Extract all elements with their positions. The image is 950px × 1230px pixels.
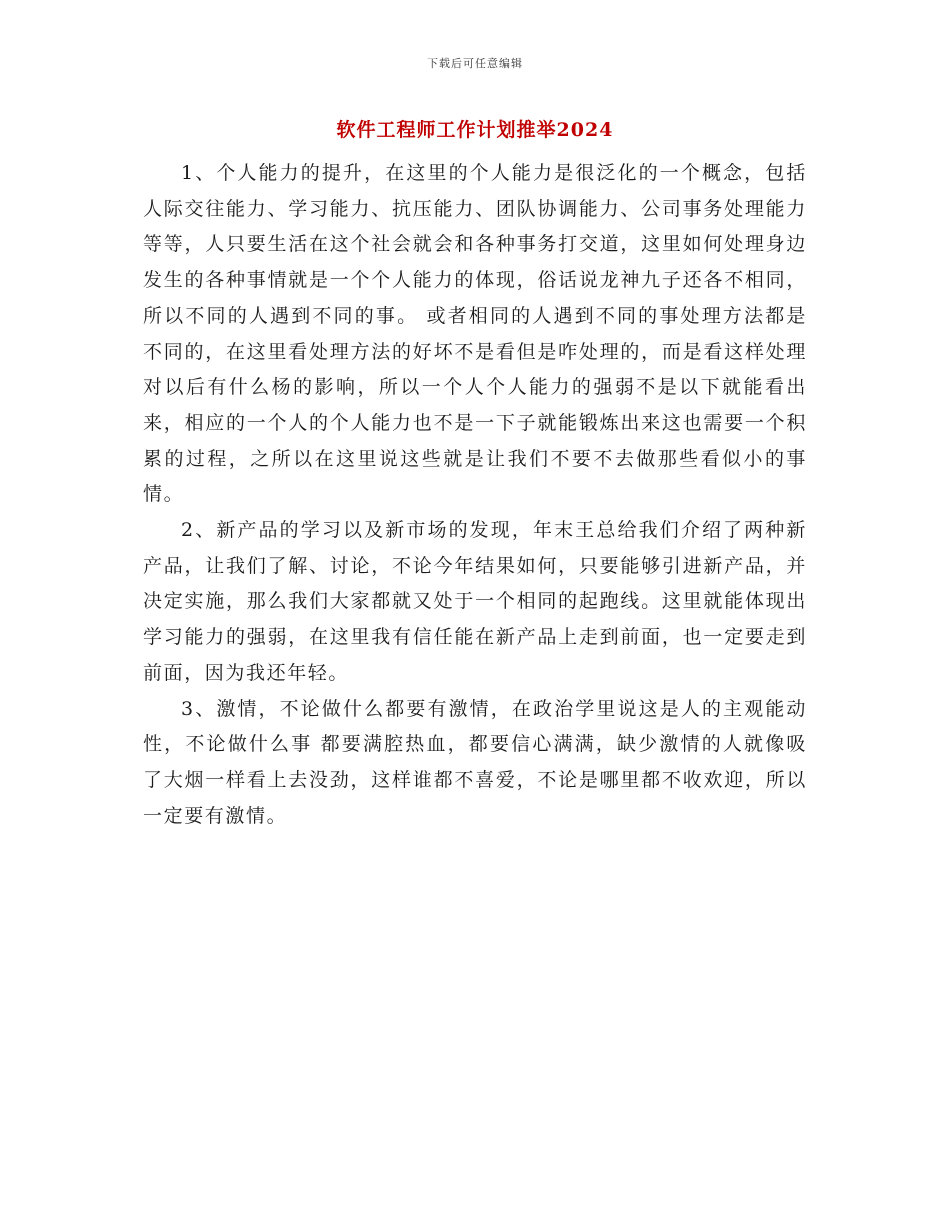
document-body	[143, 156, 807, 834]
document-title: 软件工程师工作计划推举2024	[336, 119, 614, 141]
paragraph-1: 1、个人能力的提升，在这里的个人能力是很泛化的一个概念，包括人际交往能力、学习能力、抗压能力、团队协调能力、公司事务处理能力等等，人只要生活在这个社会就会和各种事务打交道，这里如何处理身边发生的各种事情就是一个个人能力的体现，俗话说龙神九子还各不相同，所以不同的人遇到不同的事。 或者相同的人遇到不同的事处理方法都是不同的，在这里看处理方法的好坏不是看但是咋处理的，而是看这样处理对以后有什么杨的影响，所以一个人个人能力的强弱不是以下就能看出来，相应的一个人的个人能力也不是一下子就能锻炼出来这也需要一个积累的过程，之所以在这里说这些就是让我们不要不去做那些看似小的事情。	[143, 162, 807, 506]
header-note: 下载后可任意编辑	[427, 57, 523, 70]
paragraph-2: 2、新产品的学习以及新市场的发现，年末王总给我们介绍了两种新产品，让我们了解、讨论，不论今年结果如何，只要能够引进新产品，并决定实施，那么我们大家都就又处于一个相同的起跑线。这里就能体现出学习能力的强弱，在这里我有信任能在新产品上走到前面，也一定要走到前面，因为我还年轻。	[143, 519, 807, 684]
paragraph-3: 3、激情，不论做什么都要有激情，在政治学里说这是人的主观能动性，不论做什么事 都要满腔热血，都要信心满满，缺少激情的人就像吸了大烟一样看上去没劲，这样谁都不喜爱，不论是哪里都不收欢迎，所以一定要有激情。	[143, 697, 807, 827]
